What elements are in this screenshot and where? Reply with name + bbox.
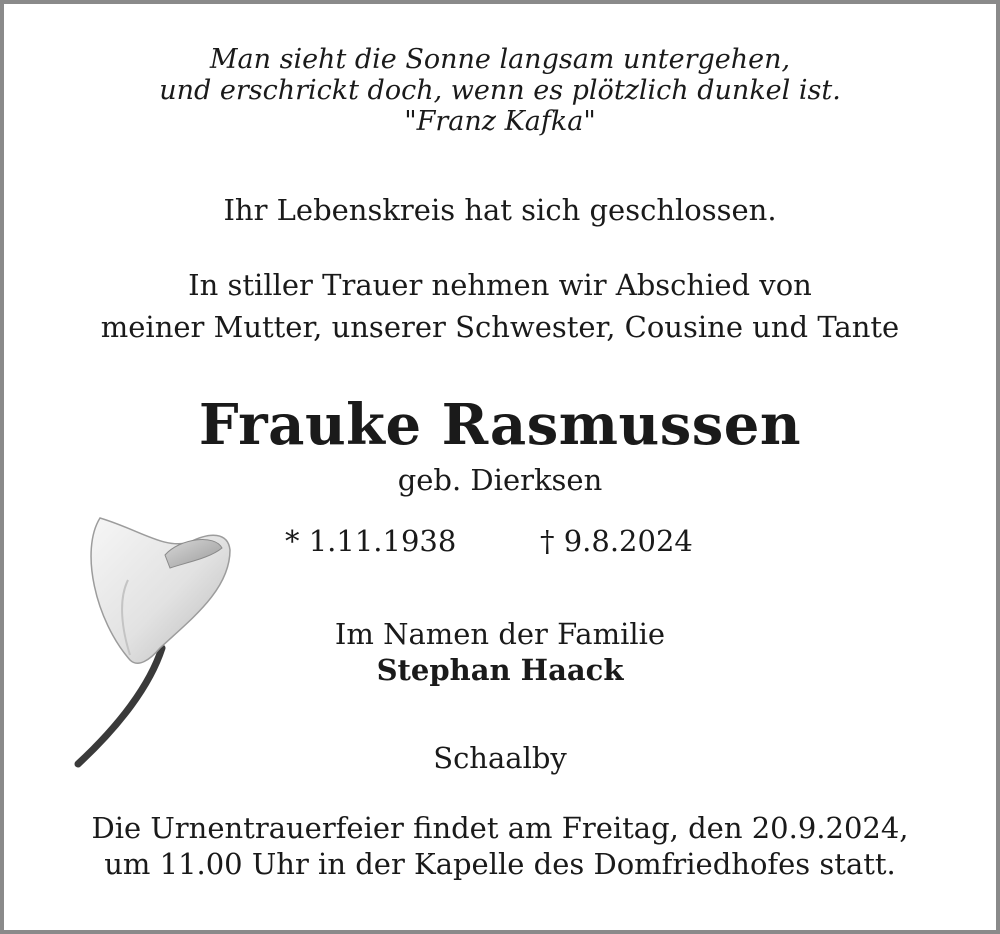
place-name: Schaalby [433,741,567,775]
quote-author: "Franz Kafka" [404,106,596,137]
deceased-name: Frauke Rasmussen [198,392,802,458]
intro-text: Ihr Lebenskreis hat sich geschlossen. [223,193,777,227]
signer-name: Stephan Haack [376,653,624,687]
birth-date: * 1.11.1938 [285,524,457,558]
ceremony-info [0,810,1000,882]
maiden-name: geb. Dierksen [397,463,603,497]
farewell-line-1: In stiller Trauer nehmen wir Abschied von [188,268,812,302]
ceremony-line-1: Die Urnentrauerfeier findet am Freitag, den 20.9.2024, [91,811,909,845]
family-label: Im Namen der Familie [334,617,666,651]
quote-line-1: Man sieht die Sonne langsam untergehen, [209,44,791,75]
family-signature [0,616,1000,688]
farewell-text [0,264,1000,348]
death-date: † 9.8.2024 [540,524,693,558]
kafka-quote [0,44,1000,137]
ceremony-line-2: um 11.00 Uhr in der Kapelle des Domfriedhofes statt. [104,847,896,881]
farewell-line-2: meiner Mutter, unserer Schwester, Cousine und Tante [100,310,900,344]
quote-line-2: und erschrickt doch, wenn es plötzlich dunkel ist. [159,75,841,106]
